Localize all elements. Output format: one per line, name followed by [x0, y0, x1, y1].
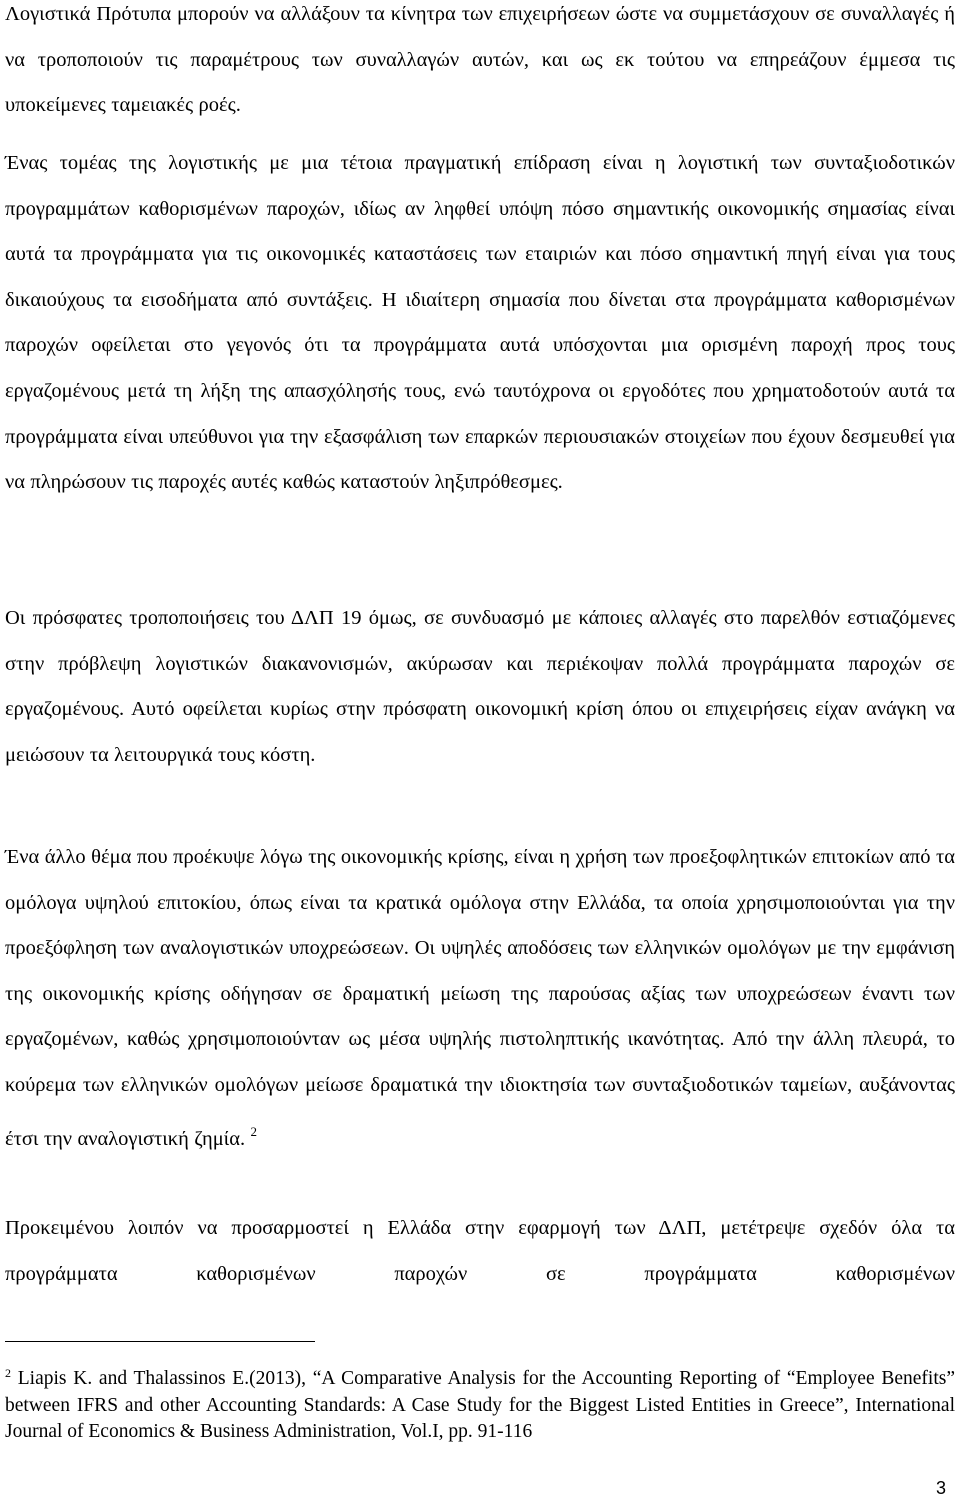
- paragraph-3: Οι πρόσφατες τροποποιήσεις του ΔΛΠ 19 όμως, σε συνδυασμό με κάποιες αλλαγές στο παρελθόν εστιαζόμενες στην πρόβλεψη λογιστικών διακανονισμών, ακύρωσαν και περιέκοψαν πολλά προγράμματα παροχών σε εργαζομένους. Αυτό οφείλεται κυρίως στην πρόσφατη οικονομική κρίση όπου οι επιχειρήσεις είχαν ανάγκη να μειώσουν τα λειτουργικά τους κόστη.: [5, 607, 955, 766]
- footnote-reference[interactable]: 2: [250, 1123, 258, 1139]
- paragraph-2: Ένας τομέας της λογιστικής με μια τέτοια πραγματική επίδραση είναι η λογιστική των συνταξιοδοτικών προγραμμάτων καθορισμένων παροχών, ιδίως αν ληφθεί υπόψη πόσο σημαντικής οικονομικής σημασίας είναι αυτά τα προγράμματα για τις οικονομικές καταστάσεις των εταιριών και πόσο σημαντική πηγή είναι για τους δικαιούχους τα εισοδήματα από συντάξεις. Η ιδιαίτερη σημασία που δίνεται στα προγράμματα καθορισμένων παροχών οφείλεται στο γεγονός ότι τα προγράμματα αυτά υπόσχονται μια ορισμένη παροχή προς τους εργαζομένους μετά τη λήξη της απασχόλησής τους, ενώ ταυτόχρονα οι εργοδότες που χρηματοδοτούν αυτά τα προγράμματα είναι υπεύθυνοι για την εξασφάλιση των επαρκών περιουσιακών στοιχείων που έχουν δεσμευθεί για να πληρώσουν τις παροχές αυτές καθώς καταστούν ληξιπρόθεσμες.: [5, 152, 955, 494]
- paragraph-5: Προκειμένου λοιπόν να προσαρμοστεί η Ελλάδα στην εφαρμογή των ΔΛΠ, μετέτρεψε σχεδόν όλα τα προγράμματα καθορισμένων παροχών σε προγράμματα καθορισμένων: [5, 1217, 955, 1285]
- footnote-separator: [5, 1341, 315, 1342]
- page-number: 3: [936, 1478, 947, 1498]
- paragraph-4: [5, 835, 955, 1162]
- paragraph-4-text: Ένα άλλο θέμα που προέκυψε λόγω της οικονομικής κρίσης, είναι η χρήση των προεξοφλητικών επιτοκίων από τα ομόλογα υψηλού επιτοκίου, όπως είναι τα κρατικά ομόλογα στην Ελλάδα, τα οποία χρησιμοποιούνται για την προεξόφληση των αναλογιστικών υποχρεώσεων. Οι υψηλές αποδόσεις των ελληνικών ομολόγων με την εμφάνιση της οικονομικής κρίσης οδήγησαν σε δραματική μείωση της παρούσας αξίας των υποχρεώσεων έναντι των εργαζομένων, καθώς χρησιμοποιούνταν ως μέσα υψηλής πιστοληπτικής ικανότητας. Από την άλλη πλευρά, το κούρεμα των ελληνικών ομολόγων μείωσε δραματικά την ιδιοκτησία των συνταξιοδοτικών ταμείων, αυξάνοντας έτσι την αναλογιστική ζημία.: [5, 846, 955, 1150]
- footnote: [5, 1360, 955, 1446]
- paragraph-1: Λογιστικά Πρότυπα μπορούν να αλλάξουν τα κίνητρα των επιχειρήσεων ώστε να συμμετάσχουν σε συναλλαγές ή να τροποποιούν τις παραμέτρους των συναλλαγών αυτών, και ως εκ τούτου να επηρεάζουν έμμεσα τις υποκείμενες ταμειακές ροές.: [5, 3, 955, 117]
- footnote-number: 2: [5, 1366, 11, 1380]
- footnote-text: Liapis K. and Thalassinos E.(2013), “A Comparative Analysis for the Accounting Reporting of “Employee Benefits” between IFRS and other Accounting Standards: A Case Study for the Biggest Listed Entities in Greece”, International Journal of Economics & Business Administration, Vol.I, pp. 91-116: [5, 1368, 955, 1442]
